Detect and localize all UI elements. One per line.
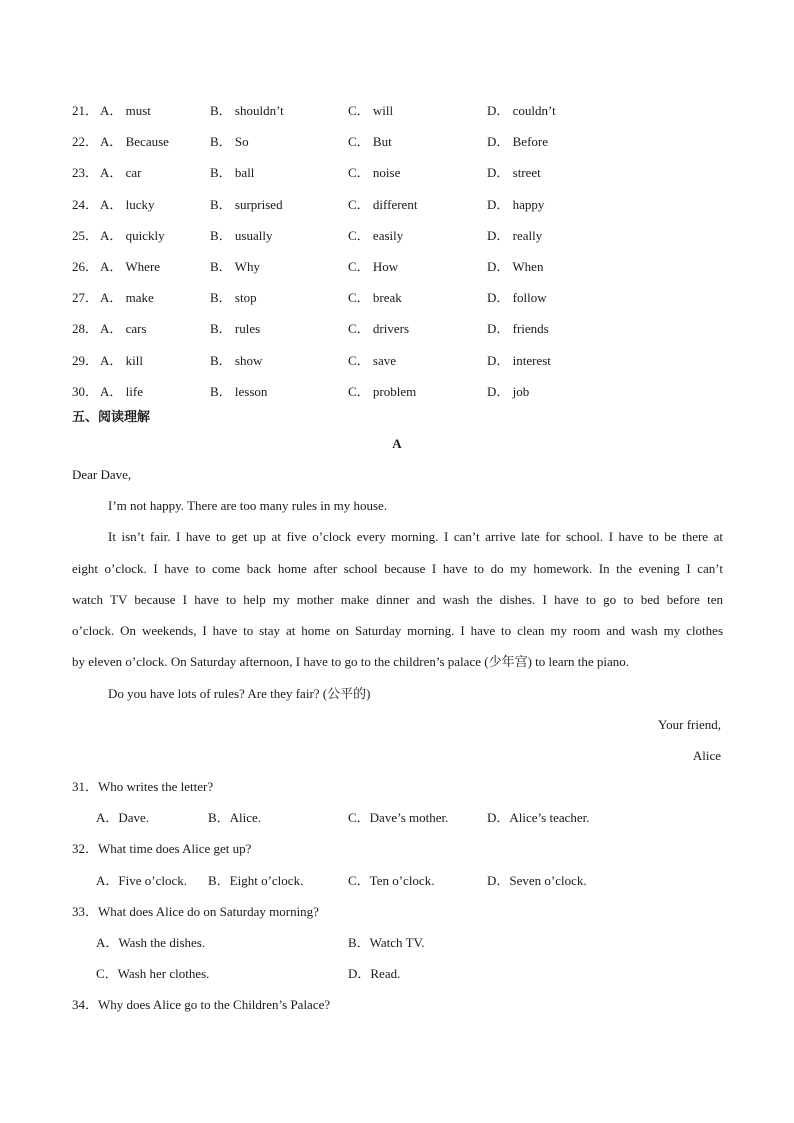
letter-line-1: I’m not happy. There are too many rules in my house. xyxy=(108,498,388,513)
option-b: B． shouldn’t xyxy=(210,103,284,118)
option-d: D．Seven o’clock. xyxy=(487,873,587,888)
option-c: C． break xyxy=(348,290,402,305)
letter-paragraph-line: It isn’t fair. I have to get up at five o’clock every morning. I can’t arrive late for school. I have to be there at xyxy=(108,529,723,544)
section-heading: 五、阅读理解 xyxy=(72,409,151,424)
option-d: D． really xyxy=(487,228,543,243)
letter-greeting: Dear Dave, xyxy=(72,467,132,482)
option-d: D． happy xyxy=(487,197,545,212)
letter-paragraph-line: o’clock. On weekends, I have to stay at home on Saturday morning. I have to clean my room and wash my clothes xyxy=(72,623,723,638)
option-c: C． save xyxy=(348,353,397,368)
option-d: D．Read. xyxy=(348,966,401,981)
option-b: B．Eight o’clock. xyxy=(208,873,304,888)
option-d: D． Before xyxy=(487,134,549,149)
option-c: C． problem xyxy=(348,384,417,399)
option-b: B． surprised xyxy=(210,197,283,212)
option-d: D． friends xyxy=(487,321,549,336)
option-c: C． But xyxy=(348,134,392,149)
passage-title: A xyxy=(392,436,402,451)
question-number: 29． xyxy=(72,353,99,368)
option-d: D． street xyxy=(487,165,541,180)
option-c: C． different xyxy=(348,197,418,212)
option-c: C． noise xyxy=(348,165,401,180)
option-a: A．Five o’clock. xyxy=(96,873,187,888)
question-stem: 34．Why does Alice go to the Children’s Palace? xyxy=(72,997,331,1012)
option-c: C． drivers xyxy=(348,321,410,336)
option-c: C． How xyxy=(348,259,399,274)
option-b: B． ball xyxy=(210,165,255,180)
question-number: 27． xyxy=(72,290,99,305)
option-a: A． car xyxy=(100,165,142,180)
option-c: C． easily xyxy=(348,228,404,243)
option-d: D． interest xyxy=(487,353,551,368)
option-b: B．Watch TV. xyxy=(348,935,425,950)
option-c: C．Wash her clothes. xyxy=(96,966,210,981)
option-a: A．Dave. xyxy=(96,810,150,825)
option-a: A． cars xyxy=(100,321,147,336)
question-stem: 32．What time does Alice get up? xyxy=(72,841,252,856)
letter-line-3: Do you have lots of rules? Are they fair? (公平的) xyxy=(108,686,371,701)
option-a: A． kill xyxy=(100,353,143,368)
option-b: B． So xyxy=(210,134,249,149)
option-c: C． will xyxy=(348,103,394,118)
option-d: D． When xyxy=(487,259,544,274)
question-number: 22． xyxy=(72,134,99,149)
option-d: D． couldn’t xyxy=(487,103,556,118)
option-a: A． Because xyxy=(100,134,169,149)
option-b: B． lesson xyxy=(210,384,268,399)
question-number: 28． xyxy=(72,321,99,336)
option-b: B． usually xyxy=(210,228,273,243)
question-number: 26． xyxy=(72,259,99,274)
option-c: C．Ten o’clock. xyxy=(348,873,435,888)
option-a: A． life xyxy=(100,384,143,399)
question-number: 21． xyxy=(72,103,99,118)
option-a: A． make xyxy=(100,290,154,305)
option-b: B．Alice. xyxy=(208,810,262,825)
option-a: A． lucky xyxy=(100,197,155,212)
option-b: B． show xyxy=(210,353,263,368)
option-c: C．Dave’s mother. xyxy=(348,810,449,825)
letter-closing: Your friend, xyxy=(658,717,721,732)
option-a: A．Wash the dishes. xyxy=(96,935,206,950)
option-a: A． quickly xyxy=(100,228,165,243)
letter-paragraph-line: by eleven o’clock. On Saturday afternoon, I have to go to the children’s palace (少年宫) to learn the piano. xyxy=(72,654,630,669)
option-a: A． must xyxy=(100,103,151,118)
letter-signature: Alice xyxy=(692,748,721,763)
question-stem: 31．Who writes the letter? xyxy=(72,779,214,794)
question-stem: 33．What does Alice do on Saturday morning? xyxy=(72,904,319,919)
option-d: D． follow xyxy=(487,290,547,305)
option-a: A． Where xyxy=(100,259,161,274)
letter-paragraph-line: eight o’clock. I have to come back home after school because I have to do my homework. In the evening I can’t xyxy=(72,561,723,576)
question-number: 24． xyxy=(72,197,99,212)
question-number: 30． xyxy=(72,384,99,399)
option-d: D．Alice’s teacher. xyxy=(487,810,590,825)
question-number: 23． xyxy=(72,165,99,180)
letter-paragraph-line: watch TV because I have to help my mother make dinner and wash the dishes. I have to go to bed before ten xyxy=(72,592,723,607)
option-b: B． stop xyxy=(210,290,257,305)
option-b: B． Why xyxy=(210,259,260,274)
question-number: 25． xyxy=(72,228,99,243)
option-d: D． job xyxy=(487,384,530,399)
option-b: B． rules xyxy=(210,321,261,336)
